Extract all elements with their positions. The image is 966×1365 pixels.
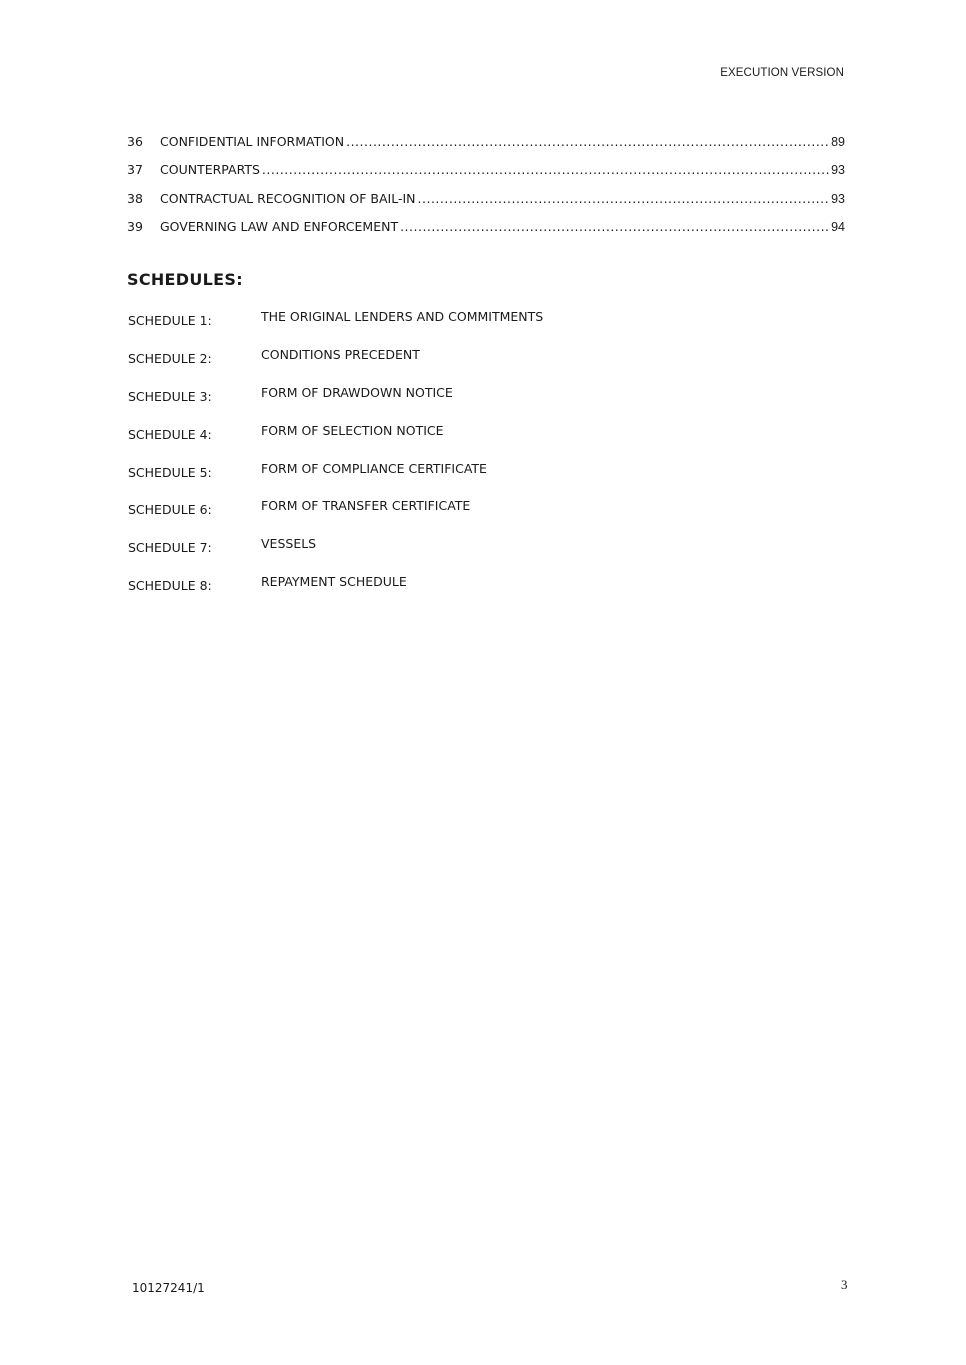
schedule-item[interactable] xyxy=(128,385,728,423)
toc-entry-title: GOVERNING LAW AND ENFORCEMENT xyxy=(160,218,399,234)
schedule-item[interactable] xyxy=(128,461,728,499)
page-number: 3 xyxy=(841,1277,848,1292)
schedule-title: FORM OF DRAWDOWN NOTICE xyxy=(261,384,453,400)
schedule-item[interactable] xyxy=(128,423,728,461)
schedule-label: SCHEDULE 5: xyxy=(128,464,212,480)
schedule-item[interactable] xyxy=(128,309,728,347)
execution-version-label: EXECUTION VERSION xyxy=(720,67,844,79)
schedule-item[interactable] xyxy=(128,536,728,574)
toc-entry-number: 37 xyxy=(127,162,143,178)
schedule-label: SCHEDULE 8: xyxy=(128,578,212,594)
toc-entry-page: 93 xyxy=(831,191,845,206)
schedules-list xyxy=(128,309,728,612)
schedule-item[interactable] xyxy=(128,574,728,612)
schedule-label: SCHEDULE 3: xyxy=(128,388,212,404)
schedule-item[interactable] xyxy=(128,347,728,385)
schedule-label: SCHEDULE 2: xyxy=(128,350,212,366)
toc-entry[interactable] xyxy=(127,162,845,190)
schedule-title: FORM OF TRANSFER CERTIFICATE xyxy=(261,498,471,514)
toc-dot-leader xyxy=(262,162,829,177)
schedule-label: SCHEDULE 4: xyxy=(128,426,212,442)
schedule-title: CONDITIONS PRECEDENT xyxy=(261,346,420,362)
toc-entry[interactable] xyxy=(127,134,845,162)
schedules-heading: SCHEDULES: xyxy=(127,270,243,289)
schedule-title: THE ORIGINAL LENDERS AND COMMITMENTS xyxy=(261,309,544,324)
toc-entry[interactable] xyxy=(127,191,845,219)
schedule-item[interactable] xyxy=(128,498,728,536)
toc-dot-leader xyxy=(346,134,829,149)
document-reference: 10127241/1 xyxy=(132,1281,205,1295)
toc-entry-title: CONTRACTUAL RECOGNITION OF BAIL-IN xyxy=(160,190,416,206)
toc-entry-page: 93 xyxy=(831,163,845,178)
toc-entry-number: 36 xyxy=(127,134,143,149)
toc-entry-number: 38 xyxy=(127,190,143,206)
schedule-title: VESSELS xyxy=(261,536,317,552)
schedule-label: SCHEDULE 1: xyxy=(128,313,212,328)
schedule-label: SCHEDULE 7: xyxy=(128,540,212,556)
toc-entry-number: 39 xyxy=(127,218,143,234)
toc-entry-page: 94 xyxy=(831,219,845,234)
toc-entry[interactable] xyxy=(127,219,845,247)
toc-entry-title: CONFIDENTIAL INFORMATION xyxy=(160,134,345,149)
schedule-title: REPAYMENT SCHEDULE xyxy=(261,574,407,590)
toc-entry-title: COUNTERPARTS xyxy=(160,162,260,178)
schedule-title: FORM OF COMPLIANCE CERTIFICATE xyxy=(261,460,487,476)
toc-entry-page: 89 xyxy=(831,135,845,149)
schedule-label: SCHEDULE 6: xyxy=(128,502,212,518)
toc-dot-leader xyxy=(400,219,829,234)
toc-dot-leader xyxy=(418,191,830,206)
schedule-title: FORM OF SELECTION NOTICE xyxy=(261,422,444,438)
table-of-contents xyxy=(127,134,845,247)
